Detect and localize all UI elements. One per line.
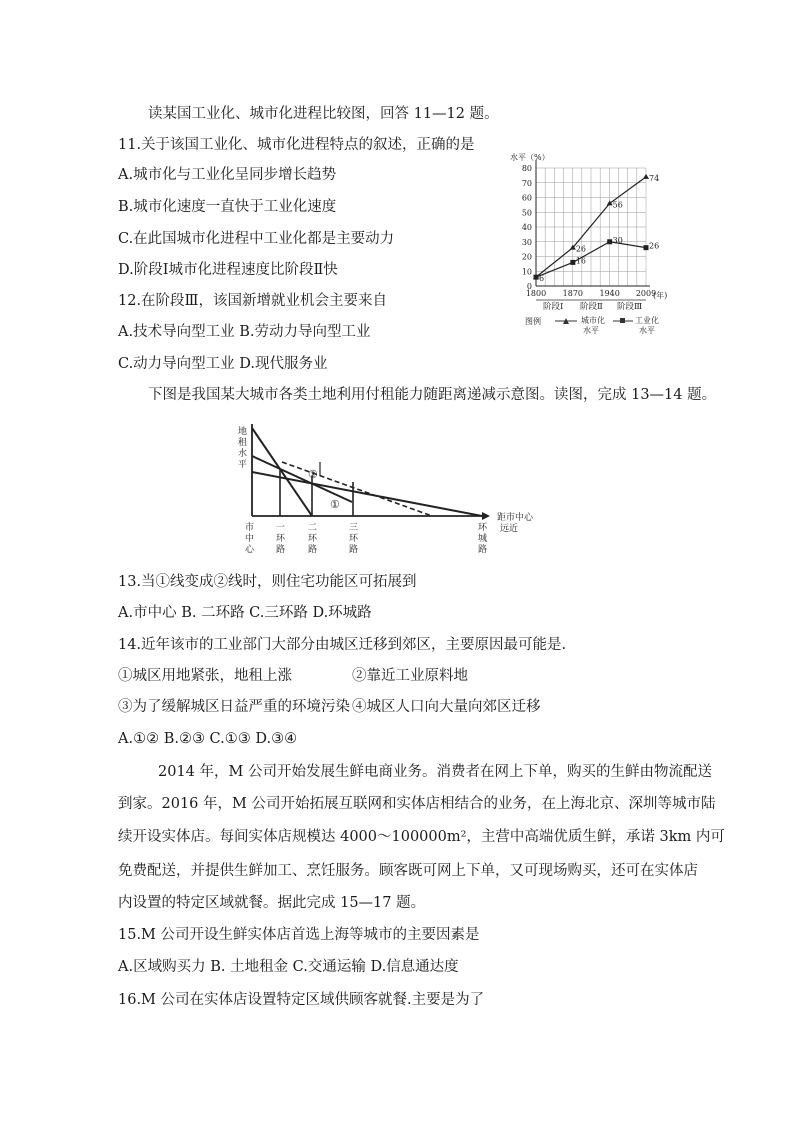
ring-3-label-1: 三 <box>349 523 359 533</box>
industrialization-point <box>644 245 649 250</box>
passage-line-2: 到家。2016 年，M 公司开始拓展互联网和实体店相结合的业务，在上海北京、深圳等城市陆 <box>118 796 716 812</box>
question-12-options-ab[interactable]: A.技术导向型工业 B.劳动力导向型工业 <box>118 324 371 340</box>
question-14-statement-4: ④城区人口向大量向郊区迁移 <box>352 699 541 715</box>
chart1-y-tick-label: 40 <box>521 223 532 232</box>
chart1-y-tick-label: 50 <box>521 208 532 218</box>
chart1-x-tick-label: 1870 <box>562 289 584 298</box>
chart1-y-tick-label: 60 <box>521 193 532 203</box>
residential-rent-line-2 <box>282 462 432 516</box>
urbanization-data-label: 26 <box>575 244 587 254</box>
chart1-x-tick-label: 1800 <box>525 289 547 298</box>
ring-3-label-2: 环 <box>349 534 359 544</box>
chart1-ylabel: 水平（%） <box>510 153 550 162</box>
rent-label-3: 水 <box>238 449 248 459</box>
legend-industry-text-1: 工业化 <box>635 316 659 325</box>
question-12-stem: 12.在阶段Ⅲ，该国新增就业机会主要来自 <box>118 293 388 309</box>
industrialization-urbanization-chart <box>505 148 685 343</box>
chart1-y-ticks <box>522 164 532 291</box>
intro-text-1: 读某国工业化、城市化进程比较图，回答 11—12 题。 <box>148 106 499 122</box>
passage-line-1: 2014 年，M 公司开始发展生鲜电商业务。消费者在网上下单，购买的生鲜由物流配送 <box>158 764 712 780</box>
bid-rent-diagram <box>232 420 562 560</box>
chart1-y-tick-label: 10 <box>521 267 532 277</box>
distance-label-1: 距市中心 <box>497 513 534 523</box>
ring-2-label-1: 二 <box>308 523 318 533</box>
legend-title: 图例 <box>525 317 541 326</box>
distance-axis-arrow <box>482 512 490 520</box>
chart1-y-tick-label: 80 <box>521 164 532 173</box>
industrialization-point <box>607 239 612 244</box>
ring-1-label-2: 环 <box>276 534 286 544</box>
chart1-y-tick-label: 30 <box>521 237 532 247</box>
rent-label-1: 地 <box>238 427 248 437</box>
question-11-option-c[interactable]: C.在此国城市化进程中工业化都是主要动力 <box>118 231 395 247</box>
question-11-stem: 11.关于该国工业化、城市化进程特点的叙述，正确的是 <box>118 137 475 153</box>
passage-line-5: 内设置的特定区域就餐。据此完成 15—17 题。 <box>118 895 426 911</box>
city-center-label-3: 心 <box>245 545 255 555</box>
industrialization-point <box>570 260 575 265</box>
legend-urban-text-1: 城市化 <box>581 316 605 325</box>
industrialization-data-label: 30 <box>612 235 623 245</box>
chart1-series <box>533 174 659 283</box>
question-11-option-a[interactable]: A.城市化与工业化呈同步增长趋势 <box>118 167 337 183</box>
question-16-stem: 16.M 公司在实体店设置特定区域供顾客就餐.主要是为了 <box>118 992 485 1008</box>
question-13-options[interactable]: A.市中心 B. 二环路 C.三环路 D.环城路 <box>118 605 372 621</box>
intro-text-2: 下图是我国某大城市各类土地利用付租能力随距离递减示意图。读图，完成 13—14 题。 <box>148 387 717 403</box>
industrialization-point <box>534 275 539 280</box>
commercial-rent-line <box>252 428 312 516</box>
residential-rent-line-1 <box>252 456 352 502</box>
question-11-option-d[interactable]: D.阶段Ⅰ城市化进程速度比阶段Ⅱ快 <box>118 262 338 278</box>
ring-2-label-2: 环 <box>308 534 318 544</box>
urbanization-data-label: 56 <box>612 200 623 210</box>
chart1-x-unit: (年) <box>653 291 668 300</box>
outer-ring-label-3: 路 <box>478 545 488 555</box>
distance-label-2: 远近 <box>500 524 519 534</box>
question-14-options[interactable]: A.①② B.②③ C.①③ D.③④ <box>118 731 298 747</box>
passage-line-3: 续开设实体店。每间实体店规模达 4000～100000m²，主营中高端优质生鲜，承诺 3km 内可 <box>118 829 725 845</box>
question-11-option-b[interactable]: B.城市化速度一直快于工业化速度 <box>118 199 337 215</box>
chart1-x-tick-label: 2009 <box>635 289 657 298</box>
ring-2-label-3: 路 <box>308 545 318 555</box>
outer-ring-label-1: 环 <box>478 523 488 533</box>
question-13-stem: 13.当①线变成②线时，则住宅功能区可拓展到 <box>118 574 417 590</box>
chart1-y-tick-label: 70 <box>521 178 532 188</box>
urbanization-data-label: 6 <box>539 274 545 284</box>
ring-3-label-3: 路 <box>349 545 359 555</box>
question-15-options[interactable]: A.区域购买力 B. 土地租金 C.交通运输 D.信息通达度 <box>118 959 459 975</box>
chart1-x-ticks <box>526 289 656 298</box>
legend-industry-text-2: 水平 <box>639 326 655 335</box>
passage-line-4: 免费配送，并提供生鲜加工、烹饪服务。顾客既可网上下单，又可现场购买，还可在实体店 <box>118 863 698 879</box>
stage-2-label: 阶段Ⅱ <box>580 302 603 312</box>
stage-1-label: 阶段Ⅰ <box>543 302 564 312</box>
chart1-x-tick-label: 1940 <box>599 289 620 298</box>
city-center-label-2: 中 <box>245 534 255 544</box>
stage-3-label: 阶段Ⅲ <box>617 302 643 312</box>
legend-urban-text-2: 水平 <box>583 326 599 335</box>
question-14-stem: 14.近年该市的工业部门大部分由城区迁移到郊区，主要原因最可能是. <box>118 637 567 653</box>
question-15-stem: 15.M 公司开设生鲜实体店首选上海等城市的主要因素是 <box>118 927 480 943</box>
rent-label-4: 平 <box>238 460 248 470</box>
city-center-label-1: 市 <box>245 523 255 533</box>
legend-industry-marker <box>620 318 625 323</box>
rent-label-2: 租 <box>238 438 248 448</box>
question-14-statement-3: ③为了缓解城区日益严重的环境污染 <box>118 699 350 715</box>
line-1-marker: ① <box>330 498 340 511</box>
industrialization-data-label: 16 <box>575 256 587 266</box>
question-12-options-cd[interactable]: C.动力导向型工业 D.现代服务业 <box>118 356 328 372</box>
chart1-y-tick-label: 0 <box>526 282 532 291</box>
ring-1-label-3: 路 <box>276 545 286 555</box>
industrial-rent-line <box>252 472 482 516</box>
ring-1-label-1: 一 <box>276 523 286 533</box>
line-2-marker: ② <box>308 468 318 481</box>
urbanization-data-label: 74 <box>649 173 660 183</box>
chart1-y-tick-label: 20 <box>521 252 532 262</box>
question-14-statement-2: ②靠近工业原料地 <box>352 668 468 684</box>
question-14-statement-1: ①城区用地紧张，地租上涨 <box>118 668 292 684</box>
industrialization-data-label: 26 <box>649 241 660 251</box>
outer-ring-label-2: 城 <box>478 534 488 544</box>
